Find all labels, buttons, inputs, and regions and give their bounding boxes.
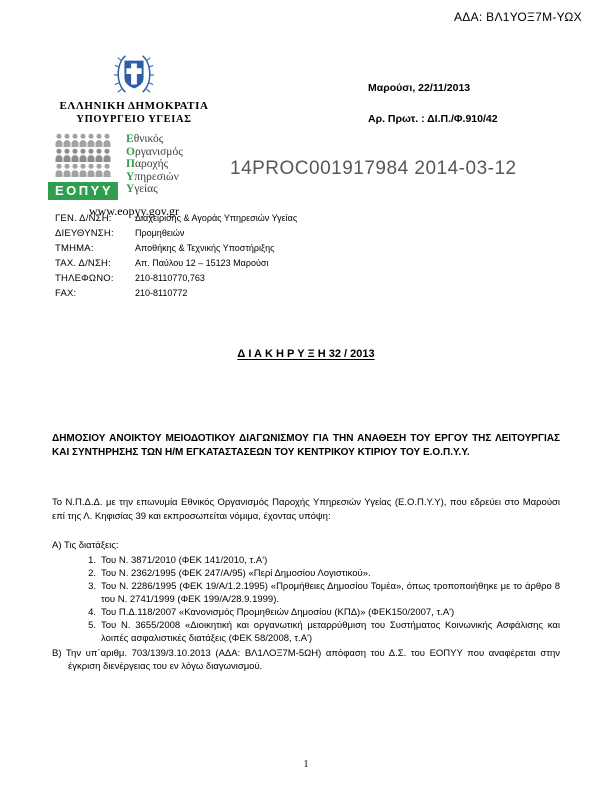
contact-details xyxy=(55,213,297,299)
logo-word: Εθνικός xyxy=(126,133,164,145)
logo-word: Οργανισμός xyxy=(126,145,183,158)
contact-label: ΓΕΝ. Δ/ΝΣΗ: xyxy=(55,213,112,224)
procurement-code: 14PROC001917984 2014-03-12 xyxy=(230,158,517,179)
republic-title: ΕΛΛΗΝΙΚΗ ΔΗΜΟΚΡΑΤΙΑ xyxy=(59,100,209,112)
contact-label: ΤΑΧ. Δ/ΝΣΗ: xyxy=(55,258,111,269)
eopyy-acronym: ΕΟΠΥΥ xyxy=(48,182,118,200)
contact-value: Διαχείρισης & Αγοράς Υπηρεσιών Υγείας xyxy=(135,213,298,223)
eopyy-people-icon xyxy=(54,133,112,179)
document-body xyxy=(52,348,560,673)
section-a-heading: Α) Τις διατάξεις: xyxy=(52,540,119,551)
contact-value: 210-8110772 xyxy=(135,288,188,298)
intro-paragraph: Το Ν.Π.Δ.Δ. με την επωνυμία Εθνικός Οργανισμός Παροχής Υπηρεσιών Υγείας (Ε.Ο.Π.Υ.Υ), που εδρεύει στο Μαρούσι επί της Λ. Κηφισίας 39 και εκπροσωπείται νόμιμα, έχοντας υπόψη: xyxy=(52,497,560,522)
law-references-list xyxy=(52,554,560,645)
eopyy-logo xyxy=(48,133,220,200)
protocol-number: Αρ. Πρωτ. : ΔΙ.Π./Φ.910/42 xyxy=(368,113,498,125)
proclamation-title: Δ Ι Α Κ Η Ρ Υ Ξ Η 32 / 2013 xyxy=(237,348,375,360)
list-item: 1. Του Ν. 3871/2010 (ΦΕΚ 141/2010, τ.Α') xyxy=(88,555,268,566)
contact-value: Αποθήκης & Τεχνικής Υποστήριξης xyxy=(135,243,275,253)
hellenic-coat-of-arms-icon xyxy=(111,52,157,96)
header-right-block xyxy=(368,82,498,125)
website-url: www.eopyy.gov.gr xyxy=(89,204,179,218)
header-left-block xyxy=(48,52,220,219)
contact-label: ΤΜΗΜΑ: xyxy=(55,243,94,254)
eopyy-logo-words xyxy=(126,133,183,200)
logo-word: Παροχής xyxy=(126,158,169,170)
page-number: 1 xyxy=(303,759,309,770)
document-date: Μαρούσι, 22/11/2013 xyxy=(368,82,471,94)
ada-code: ΑΔΑ: ΒΛ1ΥΟΞ7Μ-ΥΩΧ xyxy=(453,10,582,24)
contact-label: ΤΗΛΕΦΩΝΟ: xyxy=(55,273,114,284)
tender-subject: ΔΗΜΟΣΙΟΥ ΑΝΟΙΚΤΟΥ ΜΕΙΟΔΟΤΙΚΟΥ ΔΙΑΓΩΝΙΣΜΟΥ ΓΙΑ ΤΗΝ ΑΝΑΘΕΣΗ ΤΟΥ ΕΡΓΟΥ ΤΗΣ ΛΕΙΤΟΥΡΓΙΑΣ ΚΑΙ ΣΥΝΤΗΡΗΣΗΣ ΤΩΝ Η/Μ ΕΓΚΑΤΑΣΤΑΣΕΩΝ ΤΟΥ ΚΕΝΤΡΙΚΟΥ ΚΤΙΡΙΟΥ ΤΟΥ Ε.Ο.Π.Υ.Υ. xyxy=(52,433,560,458)
contact-value: 210-8110770,763 xyxy=(135,273,205,283)
ministry-title: ΥΠΟΥΡΓΕΙΟ ΥΓΕΙΑΣ xyxy=(76,114,192,125)
contact-label: ΔΙΕΥΘΥΝΣΗ: xyxy=(55,228,114,239)
contact-label: FAX: xyxy=(55,288,77,299)
logo-word: Υπηρεσιών xyxy=(126,170,179,183)
list-item: 2. Του Ν. 2362/1995 (ΦΕΚ 247/Α/95) «Περί Δημοσίου Λογιστικού». xyxy=(88,568,371,579)
section-b-paragraph: Β) Την υπ΄αριθμ. 703/139/3.10.2013 (ΑΔΑ: ΒΛ1ΛΟΞ7Μ-5ΩΗ) απόφαση του Δ.Σ. του ΕΟΠΥΥ που αναφέρεται στην έγκριση διενέργειας του εν λόγω διαγωνισμού. xyxy=(52,648,560,672)
list-item: 4. Του Π.Δ.118/2007 «Κανονισμός Προμηθειών Δημοσίου (ΚΠΔ)» (ΦΕΚ150/2007, τ.Α') xyxy=(88,607,455,618)
list-item: 5. Του Ν. 3655/2008 «Διοικητική και οργανωτική μεταρρύθμιση του Συστήματος Κοινωνικής Ασφάλισης και λοιπές ασφαλιστικές διατάξεις (ΦΕΚ 58/2008, τ.Α') xyxy=(88,620,560,644)
logo-word: Υγείας xyxy=(126,183,158,195)
contact-value: Απ. Παύλου 12 – 15123 Μαρούσι xyxy=(135,258,269,268)
contact-value: Προμηθειών xyxy=(135,228,185,238)
list-item: 3. Του Ν. 2286/1995 (ΦΕΚ 19/Α/1.2.1995) «Προμήθειες Δημοσίου Τομέα», όπως τροποποιήθηκε με το άρθρο 8 του Ν. 2741/1999 (ΦΕΚ 199/Α/28.9.1999). xyxy=(88,581,560,605)
